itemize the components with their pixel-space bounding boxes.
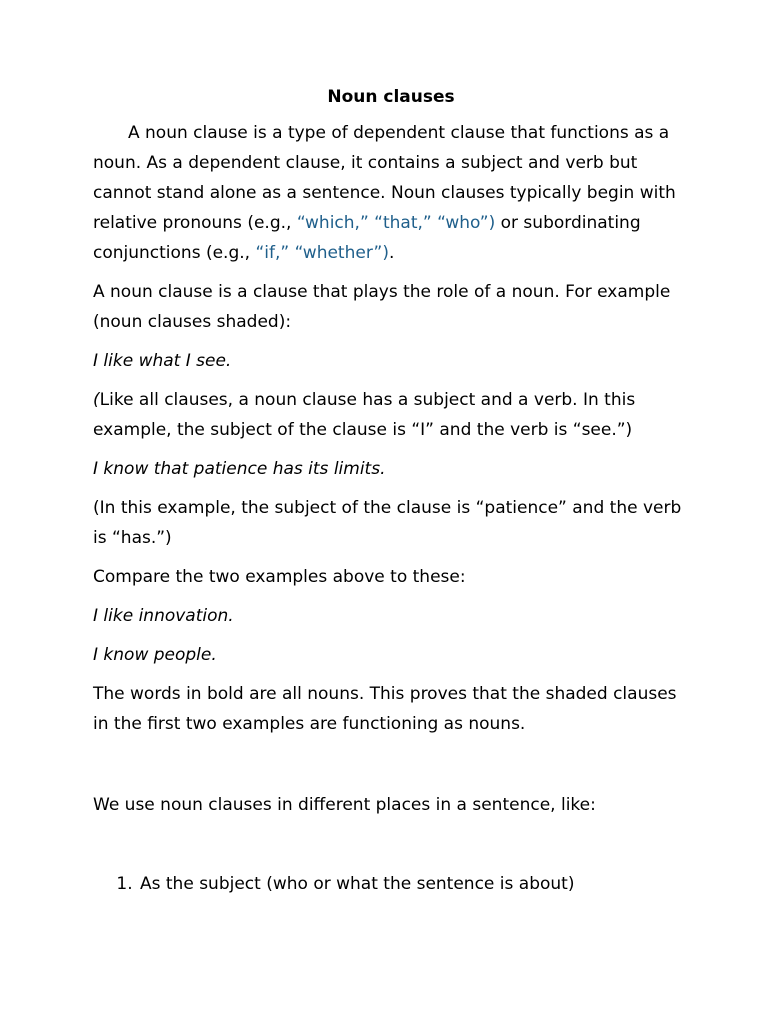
intro-text-1: A noun clause is a type of dependent clause that functions as a noun. As a dependent clause, it contains a subject and verb but cannot stand alone as a sentence. Noun clauses typically begin with relative pronouns (e.g., bbox=[93, 123, 676, 233]
list-item: 1. As the subject (who or what the sentence is about) bbox=[138, 869, 683, 899]
spacer bbox=[93, 829, 683, 869]
example-1-note bbox=[93, 385, 683, 445]
intro-example-conjunctions: “if,” “whether”) bbox=[255, 243, 389, 263]
document-page bbox=[93, 84, 683, 899]
definition-paragraph: A noun clause is a clause that plays the role of a noun. For example (noun clauses shaded): bbox=[93, 282, 671, 332]
intro-text-3: . bbox=[388, 243, 395, 263]
usage-intro-paragraph: We use noun clauses in different places in a sentence, like: bbox=[93, 795, 596, 815]
example-1: I like what I see. bbox=[93, 351, 232, 371]
example-1-note-text: Like all clauses, a noun clause has a subject and a verb. In this example, the subject of the clause is “I” and the verb is “see.”) bbox=[93, 390, 636, 440]
example-1-note-paren: ( bbox=[93, 390, 100, 410]
document-title: Noun clauses bbox=[327, 87, 455, 107]
example-2: I know that patience has its limits. bbox=[93, 459, 386, 479]
intro-example-pronouns: “which,” “that,” “who”) bbox=[296, 213, 496, 233]
conclusion-paragraph: The words in bold are all nouns. This proves that the shaded clauses in the first two examples are functioning as nouns. bbox=[93, 684, 677, 734]
usage-list bbox=[93, 869, 683, 899]
example-2-note: (In this example, the subject of the clause is “patience” and the verb is “has.”) bbox=[93, 498, 682, 548]
spacer bbox=[93, 748, 683, 790]
example-3: I like innovation. bbox=[93, 606, 234, 626]
compare-paragraph: Compare the two examples above to these: bbox=[93, 567, 466, 587]
intro-paragraph bbox=[93, 118, 683, 268]
intro-text-2: or subordinating conjunctions (e.g., bbox=[93, 213, 641, 263]
example-4: I know people. bbox=[93, 645, 217, 665]
